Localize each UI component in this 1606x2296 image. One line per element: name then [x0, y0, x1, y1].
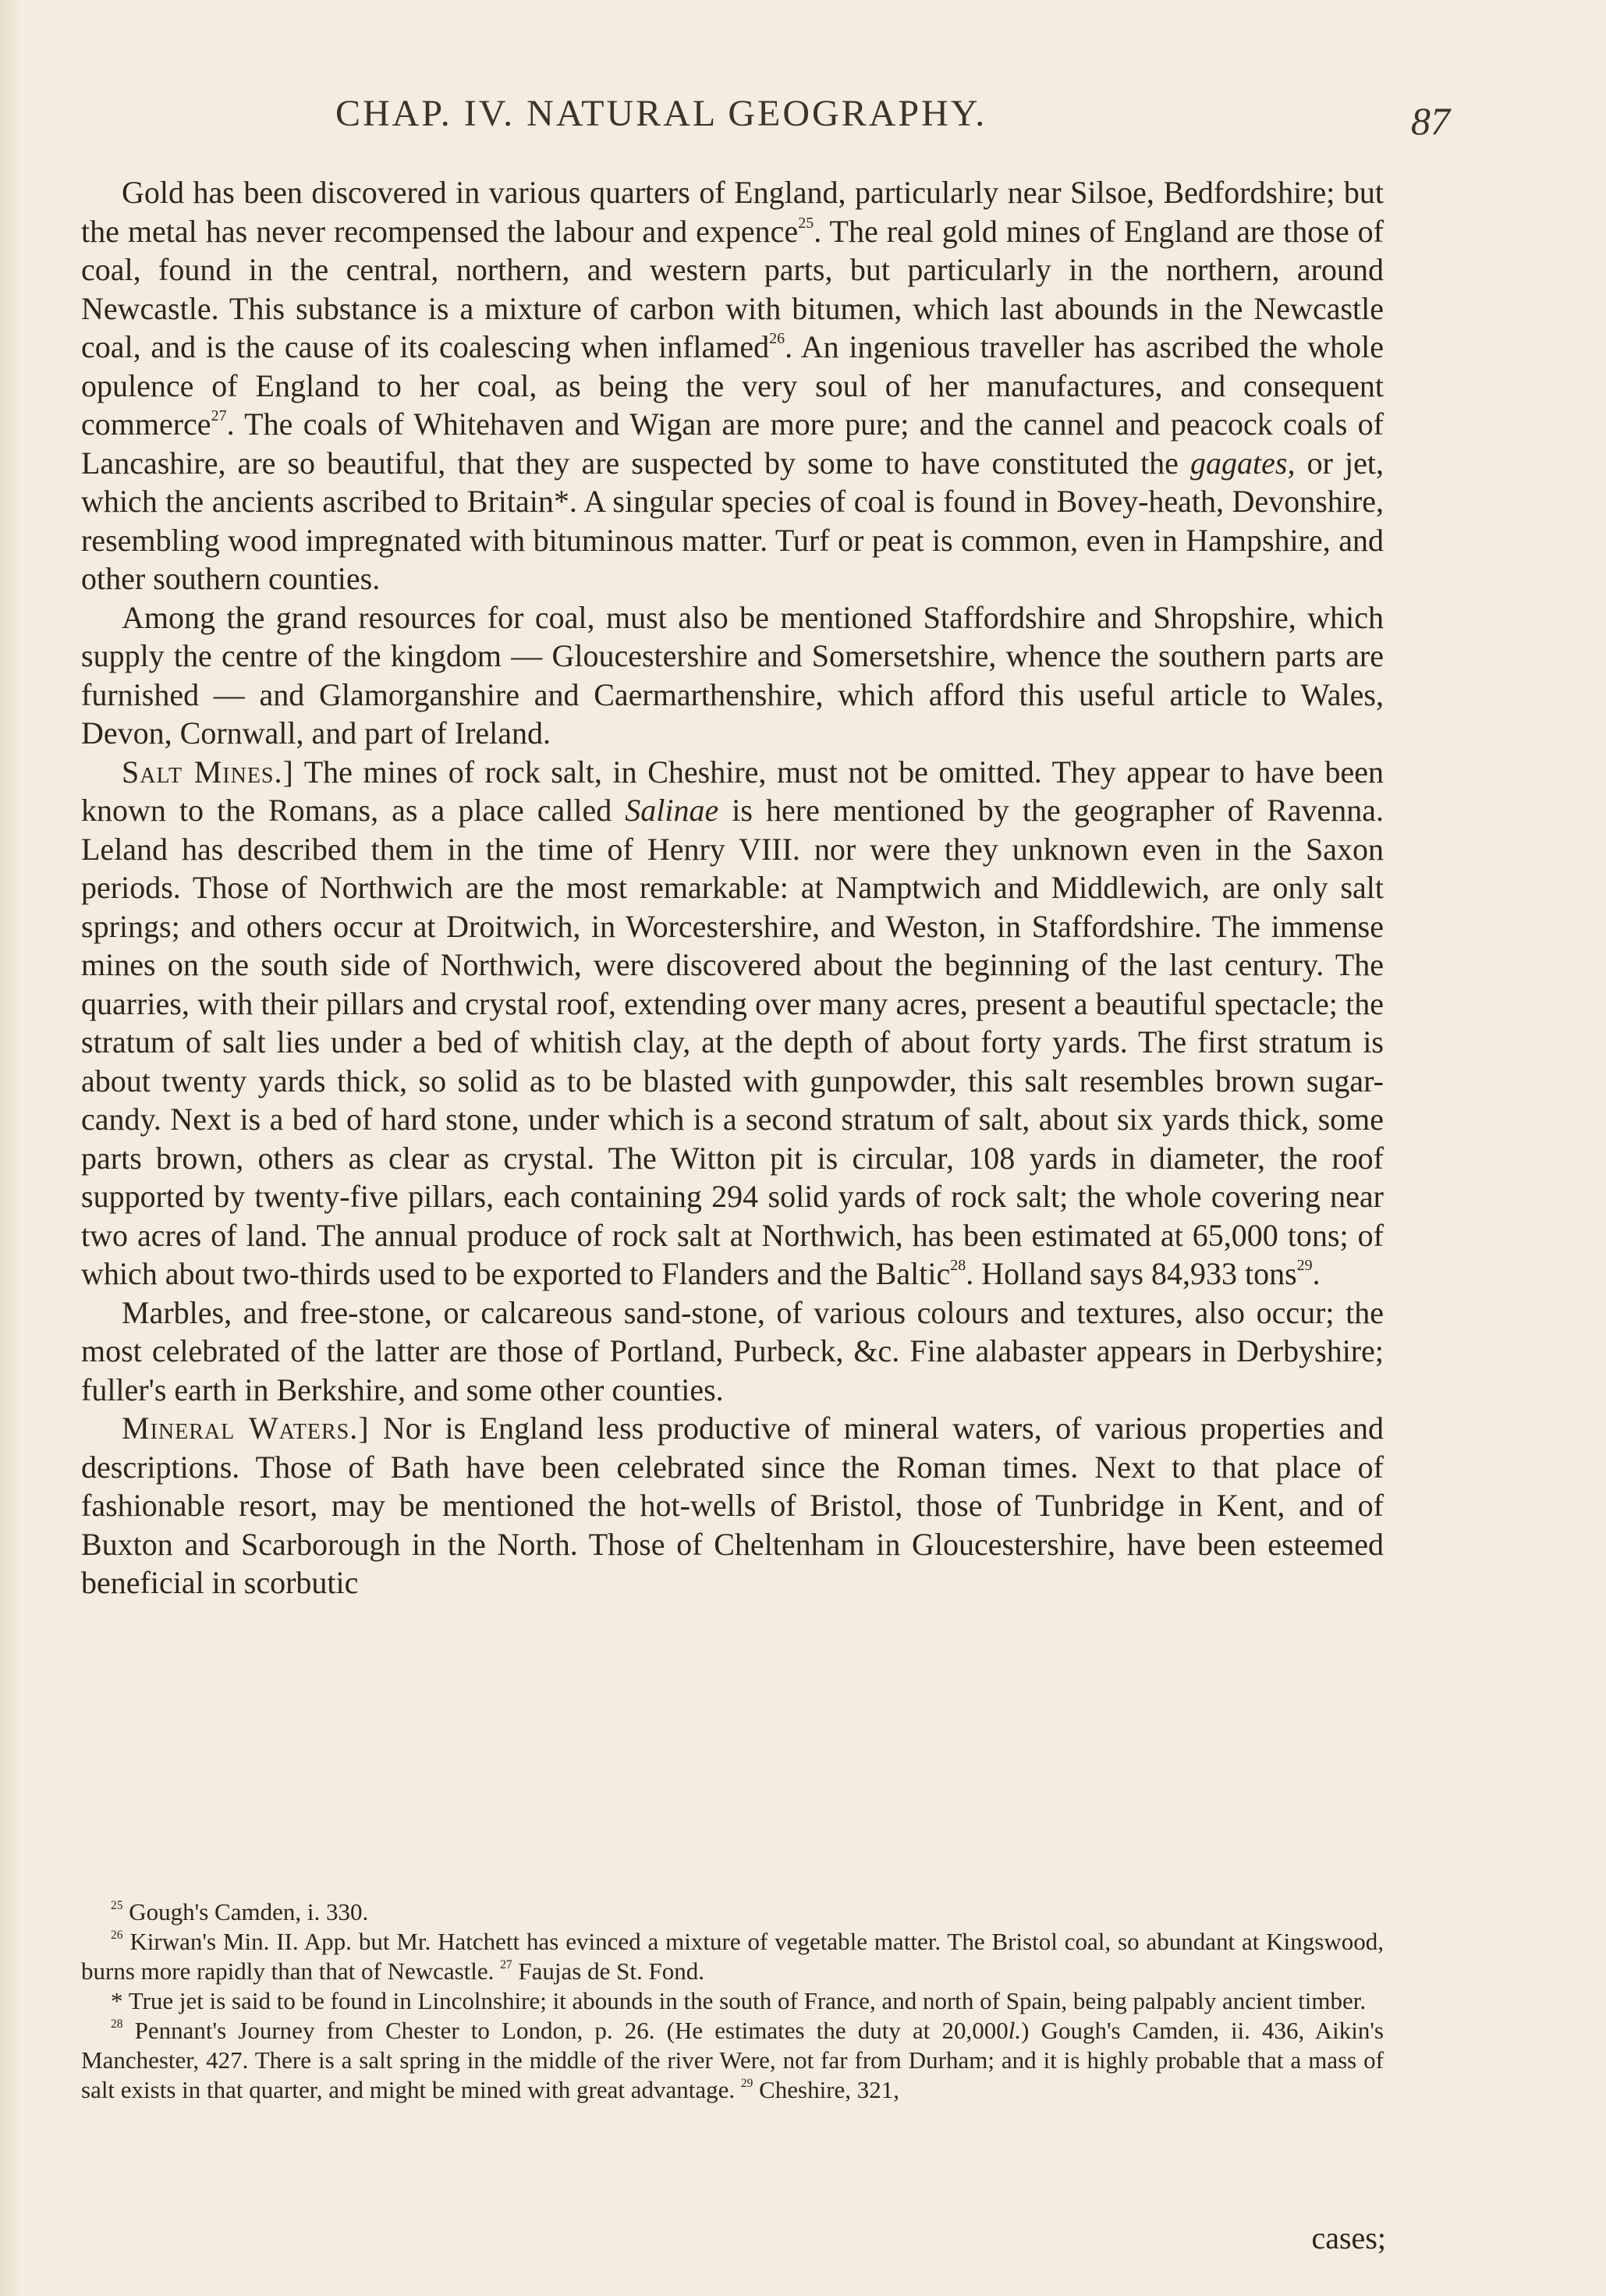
footnote-number: 27: [500, 1958, 512, 1972]
footnote-number: 26: [111, 1929, 123, 1943]
footnote-26: [81, 1927, 1384, 1986]
footnote-text: Kirwan's Min. II. App. but Mr. Hatchett has evinced a mixture of vegetable matter. The Bristol coal, so abundant at Kingswood, burns more rapidly than that of Newcastle.: [81, 1928, 1384, 1985]
footnote-number: 28: [111, 2017, 123, 2032]
paragraph-marbles: Marbles, and free-stone, or calcareous sand-stone, of various colours and textures, also occur; the most celebrated of the latter are those of Portland, Purbeck, &c. Fine alabaster appears in Derbyshire; fuller's earth in Berkshire, and some other counties.: [81, 1294, 1384, 1407]
text-run: or jet, which the ancients ascribed to Britain*. A singular species of coal is found in Bovey-heath, Devonshire, resembling wood impregnated with bituminous matter. Turf or peat is common, even in Hampshire, and other southern counties.: [81, 445, 1384, 596]
footnote-star: * True jet is said to be found in Lincolnshire; it abounds in the south of France, and north of Spain, being palpably ancient timber.: [111, 1987, 1367, 2014]
page-number: 87: [1411, 99, 1450, 143]
footnote-text: Gough's Camden, i. 330.: [122, 1898, 369, 1925]
running-head: CHAP. IV. NATURAL GEOGRAPHY.: [335, 93, 987, 134]
italic-term: gagates,: [1190, 445, 1296, 481]
text-run: . Holland says 84,933 tons: [966, 1256, 1297, 1291]
footnote-text: ) Gough's Camden, ii. 436, Aikin's Manchester, 427. There is a salt spring in the middle of the river Were, not far from Durham; and it is highly probable that a mass of salt exists in that quarter, and might be mined with great advantage.: [81, 2017, 1384, 2103]
footnote-ref: 26: [769, 330, 785, 347]
text-run: is here mentioned by the geographer of Ravenna. Leland has described them in the time of Henry VIII. nor were they unknown even in the Saxon periods. Those of Northwich are the most remarkable: at Namptwich and Middlewich, are only salt springs; and others occur at Droitwich, in Worcestershire, and Weston, in Staffordshire. The immense mines on the south side of Northwich, were discovered about the beginning of the last century. The quarries, with their pillars and crystal roof, extending over many acres, present a beautiful spectacle; the stratum of salt lies under a bed of whitish clay, at the depth of about forty yards. The first stratum is about twenty yards thick, so solid as to be blasted with gunpowder, this salt resembles brown sugar-candy. Next is a bed of hard stone, under which is a second stratum of salt, about six yards thick, some parts brown, others as clear as crystal. The Witton pit is circular, 108 yards in diameter, the roof supported by twenty-five pillars, each containing 294 solid yards of rock salt; the whole covering near two acres of land. The annual produce of rock salt at Northwich, has been estimated at 65,000 tons; of which about two-thirds used to be exported to Flanders and the Baltic: [81, 793, 1384, 1291]
footnote-ref: 27: [211, 407, 227, 424]
text-run: . The real gold mines of England are those of coal, found in the central, northern, and western parts, but particularly in the northern, around Newcastle. This substance is a mixture of carbon with bitumen, which last abounds in the Newcastle coal, and is the cause of its coalescing when inflamed: [81, 213, 1384, 364]
footnote-ref: 25: [798, 214, 814, 232]
text-run: The mines of rock salt, in Cheshire, must not be omitted. They appear to have been known to the Romans, as a place called: [81, 754, 1384, 828]
italic-term: Salinae: [625, 793, 719, 828]
text-run: . An ingenious traveller has ascribed the whole opulence of England to her coal, as being the very soul of her manufactures, and consequent commerce: [81, 329, 1384, 442]
paragraph-mineral-waters: [81, 1409, 1384, 1602]
paragraph-salt-mines: [81, 753, 1384, 1293]
page-fold-shadow: [0, 0, 20, 2296]
footnote-number: 25: [111, 1899, 123, 1913]
text-run: . The coals of Whitehaven and Wigan are more pure; and the cannel and peacock coals of Lancashire, are so beautiful, that they are suspected by some to have constituted the: [81, 406, 1384, 481]
footnote-25: [81, 1897, 1384, 1927]
catchword: cases;: [1311, 2220, 1386, 2255]
footnote-28: [81, 2016, 1384, 2105]
section-heading: Mineral Waters.]: [122, 1411, 370, 1446]
footnote-text: Pennant's Journey from Chester to London, p. 26. (He estimates the duty at 20,000: [122, 2017, 1009, 2044]
body-text: [81, 173, 1384, 1602]
section-heading: Salt Mines.]: [122, 754, 294, 790]
italic-term: l.: [1008, 2017, 1022, 2044]
footnote-text: Faujas de St. Fond.: [512, 1957, 704, 1985]
text-run: .: [1312, 1256, 1321, 1291]
paragraph-gold-coal: [81, 173, 1384, 598]
footnotes: [81, 1897, 1384, 2105]
paragraph-coal-resources: Among the grand resources for coal, must also be mentioned Staffordshire and Shropshire, which supply the centre of the kingdom — Gloucestershire and Somersetshire, whence the southern parts are furnished — and Glamorganshire and Caermarthenshire, which afford this useful article to Wales, Devon, Cornwall, and part of Ireland.: [81, 599, 1384, 751]
footnote-number: 29: [740, 2077, 753, 2091]
text-run: Nor is England less productive of mineral waters, of various properties and descriptions. Those of Bath have been celebrated since the Roman times. Next to that place of fashionable resort, may be mentioned the hot-wells of Bristol, those of Tunbridge in Kent, and of Buxton and Scarborough in the North. Those of Cheltenham in Gloucestershire, have been esteemed beneficial in scorbutic: [81, 1411, 1384, 1600]
page-header: [78, 92, 1450, 147]
footnote-ref: 29: [1296, 1257, 1313, 1274]
text-run: Gold has been discovered in various quarters of England, particularly near Silsoe, Bedfordshire; but the metal has never recompensed the labour and expence: [81, 175, 1384, 249]
footnote-ref: 28: [950, 1257, 966, 1274]
footnote-text: Cheshire, 321,: [753, 2076, 900, 2103]
